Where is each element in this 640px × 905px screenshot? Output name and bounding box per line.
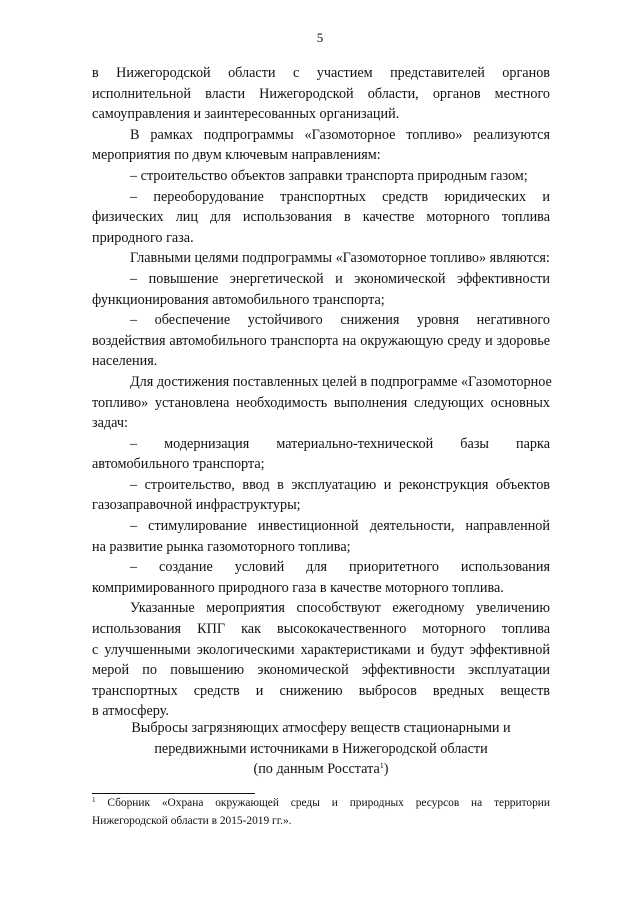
page-number: 5	[316, 30, 324, 45]
text-line: исполнительной власти Нижегородской области, органов местного	[92, 85, 550, 102]
text-line: автомобильного транспорта;	[92, 456, 265, 473]
text-line: мероприятия по двум ключевым направлениям:	[92, 147, 381, 164]
text-line: с улучшенными экологическими характеристиками и будут эффективной	[92, 641, 550, 658]
text-line: транспортных средств и снижению выбросов вредных веществ	[92, 682, 550, 699]
text-line: – стимулирование инвестиционной деятельности, направленной	[130, 518, 550, 535]
footnote-mark: 1	[92, 796, 96, 804]
text-line: самоуправления и заинтересованных организаций.	[92, 106, 400, 123]
table-caption	[92, 718, 550, 780]
caption-text: (по данным Росстата	[253, 761, 380, 778]
text-line: воздействия автомобильного транспорта на окружающую среду и здоровье	[92, 332, 550, 349]
text-line: в Нижегородской области с участием представителей органов	[92, 65, 550, 81]
footnote-separator	[92, 793, 255, 794]
footnote-line	[92, 795, 550, 813]
caption-line: Выбросы загрязняющих атмосферу веществ стационарными и	[131, 720, 511, 736]
caption-line	[92, 759, 550, 780]
text-line: – строительство, ввод в эксплуатацию и реконструкция объектов	[130, 476, 550, 493]
text-line: физических лиц для использования в качестве моторного топлива	[92, 209, 550, 226]
text-line: – обеспечение устойчивого снижения уровня негативного	[130, 312, 550, 329]
text-line: функционирования автомобильного транспорта;	[92, 291, 385, 308]
text-line: газозаправочной инфраструктуры;	[92, 497, 301, 514]
text-line: в атмосферу.	[92, 703, 169, 720]
text-line: мерой по повышению экономической эффективности эксплуатации	[92, 662, 550, 679]
text-line: на развитие рынка газомоторного топлива;	[92, 538, 351, 555]
footnote-text: Сборник «Охрана окружающей среды и природных ресурсов на территории	[95, 797, 550, 809]
caption-line: передвижными источниками в Нижегородской области	[154, 740, 488, 757]
body-text	[92, 63, 550, 722]
footnote-line: Нижегородской области в 2015-2019 гг.».	[92, 814, 292, 827]
text-line: В рамках подпрограммы «Газомоторное топливо» реализуются	[130, 126, 550, 143]
text-line: – создание условий для приоритетного использования	[130, 559, 550, 576]
caption-text-end: )	[383, 761, 389, 778]
footnote-reference: 1	[379, 761, 384, 771]
text-line: Для достижения поставленных целей в подпрограмме «Газомоторное	[130, 373, 552, 390]
text-line: использования КПГ как высококачественного моторного топлива	[92, 621, 550, 638]
text-line: природного газа.	[92, 229, 194, 246]
text-line: топливо» установлена необходимость выполнения следующих основных	[92, 394, 550, 411]
text-line: задач:	[92, 415, 128, 432]
text-line: – модернизация материально-технической базы парка	[130, 435, 550, 452]
text-line: – строительство объектов заправки транспорта природным газом;	[130, 167, 528, 184]
footnote	[92, 795, 550, 830]
text-line: Главными целями подпрограммы «Газомоторное топливо» являются:	[130, 250, 550, 267]
text-line: – переоборудование транспортных средств юридических и	[130, 188, 550, 205]
text-line: – повышение энергетической и экономической эффективности	[130, 270, 550, 287]
text-line: Указанные мероприятия способствуют ежегодному увеличению	[130, 600, 550, 617]
text-line: компримированного природного газа в качестве моторного топлива.	[92, 579, 504, 596]
text-line: населения.	[92, 353, 158, 370]
